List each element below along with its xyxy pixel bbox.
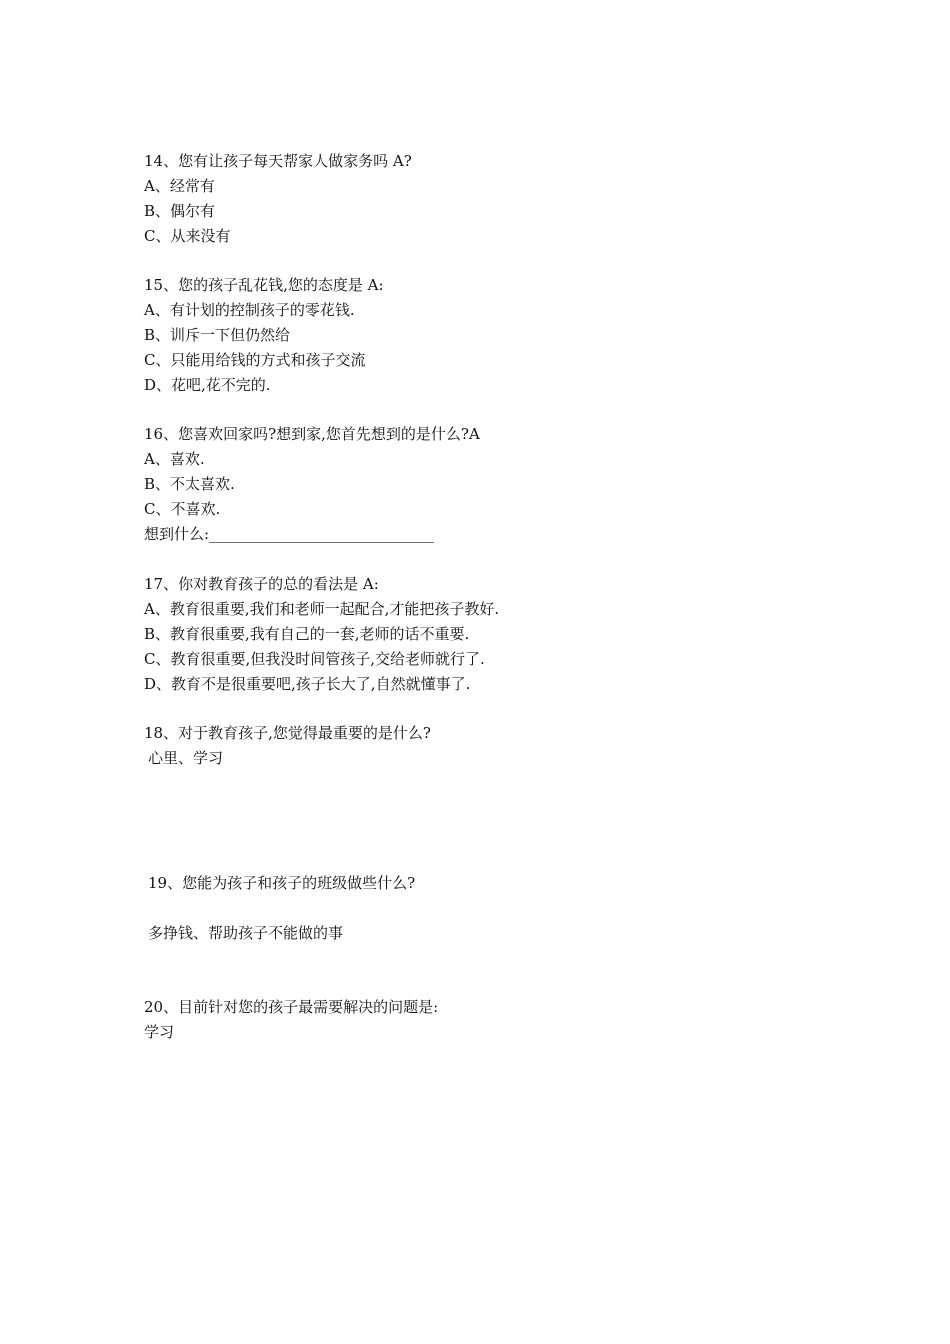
q14-option-a: A、经常有 [144, 177, 215, 195]
q17-option-b: B、教育很重要,我有自己的一套,老师的话不重要. [144, 625, 470, 643]
q17-option-c: C、教育很重要,但我没时间管孩子,交给老师就行了. [144, 650, 485, 668]
q14-option-c: C、从来没有 [144, 227, 231, 245]
q16-option-a: A、喜欢. [144, 450, 205, 468]
q14-option-b: B、偶尔有 [144, 202, 216, 220]
q15-option-b: B、训斥一下但仍然给 [144, 326, 291, 344]
question-20: 20、目前针对您的孩子最需要解决的问题是: [144, 998, 439, 1016]
q15-option-c: C、只能用给钱的方式和孩子交流 [144, 351, 366, 369]
q17-option-a: A、教育很重要,我们和老师一起配合,才能把孩子教好. [144, 600, 500, 618]
q20-answer: 学习 [144, 1023, 175, 1041]
q19-answer: 多挣钱、帮助孩子不能做的事 [148, 924, 344, 942]
q16-fill-line: 想到什么:______________________________ [144, 525, 435, 543]
q18-answer: 心里、学习 [148, 749, 224, 767]
q16-option-c: C、不喜欢. [144, 500, 221, 518]
question-19: 19、您能为孩子和孩子的班级做些什么? [148, 874, 416, 892]
q16-option-b: B、不太喜欢. [144, 475, 235, 493]
question-15: 15、您的孩子乱花钱,您的态度是 A: [144, 276, 384, 294]
question-17: 17、你对教育孩子的总的看法是 A: [144, 575, 379, 593]
question-14: 14、您有让孩子每天帮家人做家务吗 A? [144, 152, 412, 170]
question-16: 16、您喜欢回家吗?想到家,您首先想到的是什么?A [144, 425, 480, 443]
question-18: 18、对于教育孩子,您觉得最重要的是什么? [144, 724, 431, 742]
q15-option-d: D、花吧,花不完的. [144, 376, 271, 394]
q17-option-d: D、教育不是很重要吧,孩子长大了,自然就懂事了. [144, 675, 471, 693]
q15-option-a: A、有计划的控制孩子的零花钱. [144, 301, 355, 319]
